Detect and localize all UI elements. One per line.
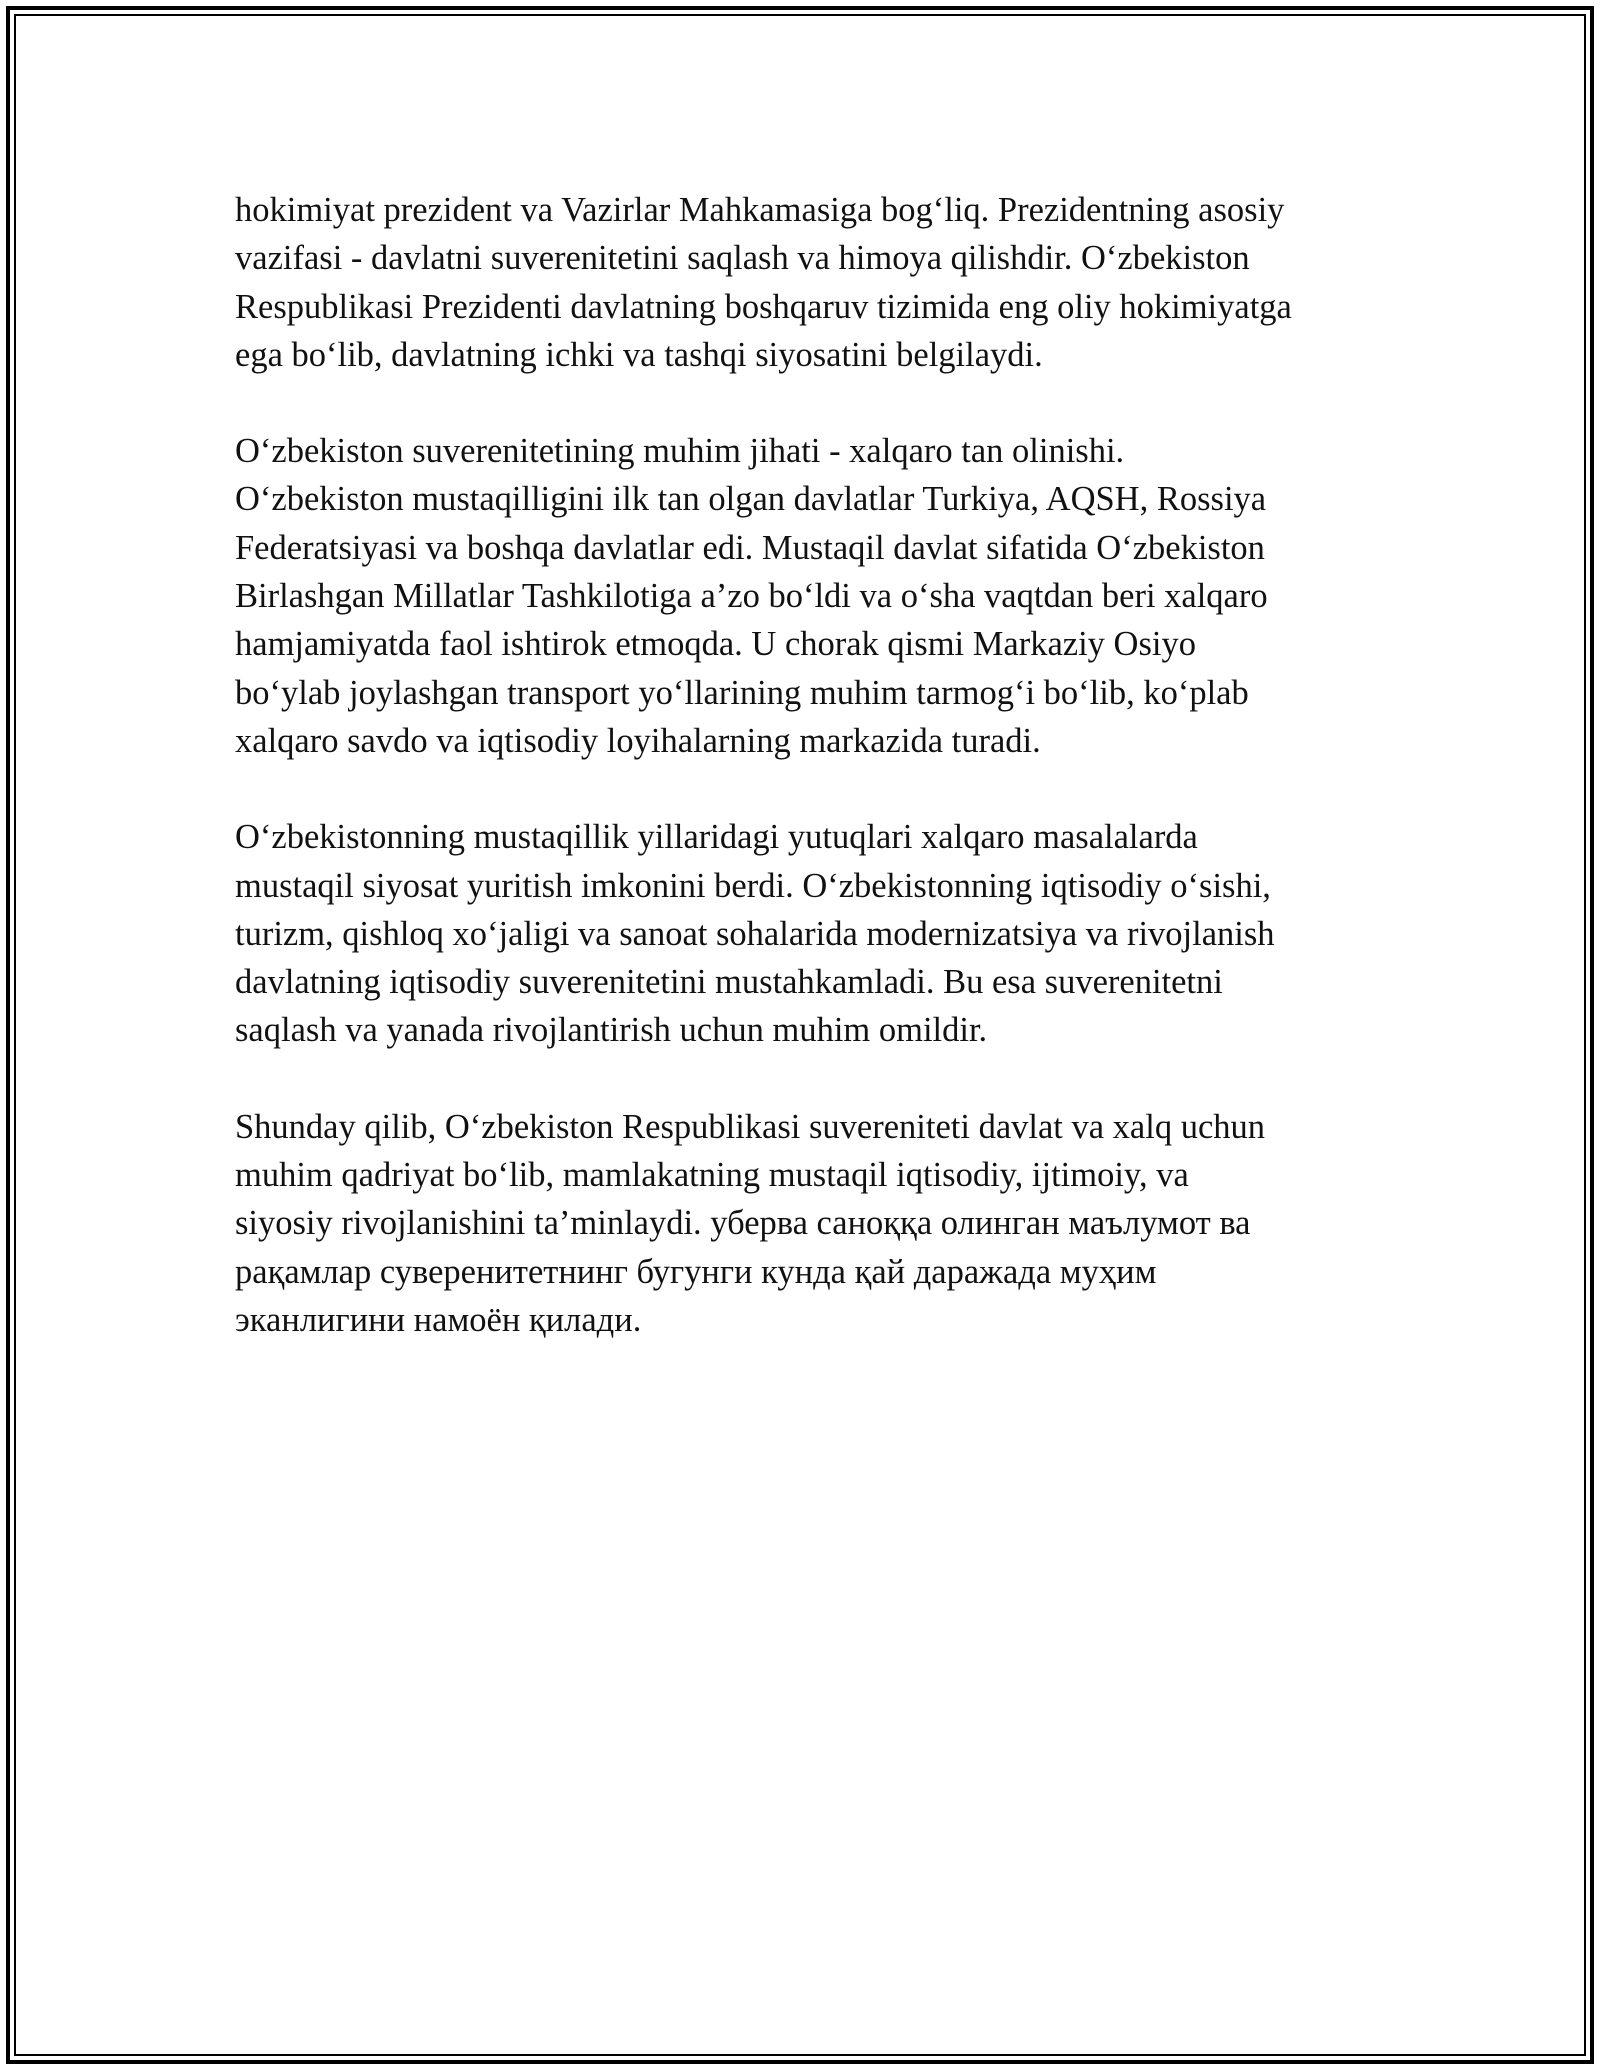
text-line: muhim qadriyat bo‘lib, mamlakatning mustaqil iqtisodiy, ijtimoiy, va: [235, 1156, 1189, 1195]
text-line: turizm, qishloq xo‘jaligi va sanoat sohalarida modernizatsiya va rivojlanish: [235, 914, 1275, 953]
text-line: ega bo‘lib, davlatning ichki va tashqi siyosatini belgilaydi.: [235, 335, 1043, 374]
text-line: рақамлар суверенитетнинг бугунги кунда қай даражада муҳим: [235, 1252, 1157, 1291]
text-line: Respublikasi Prezidenti davlatning boshqaruv tizimida eng oliy hokimiyatga: [235, 287, 1292, 326]
text-line: Shunday qilib, O‘zbekiston Respublikasi suvereniteti davlat va xalq uchun: [235, 1107, 1266, 1146]
text-line: siyosiy rivojlanishini ta’minlaydi. уберва саноққа олинган маълумот ва: [235, 1204, 1251, 1243]
text-line: O‘zbekistonning mustaqillik yillaridagi yutuqlari xalqaro masalalarda: [235, 818, 1198, 857]
text-line: hokimiyat prezident va Vazirlar Mahkamasiga bog‘liq. Prezidentning asosiy: [235, 191, 1285, 229]
text-line: Birlashgan Millatlar Tashkilotiga a’zo bo‘ldi va o‘sha vaqtdan beri xalqaro: [235, 577, 1268, 616]
text-line: davlatning iqtisodiy suverenitetini mustahkamladi. Bu esa suverenitetni: [235, 963, 1223, 1002]
text-line: hamjamiyatda faol ishtirok etmoqda. U chorak qismi Markaziy Osiyo: [235, 625, 1196, 664]
paragraph: [235, 427, 1375, 765]
text-line: эканлигини намоён қилади.: [235, 1300, 642, 1339]
paragraph: [235, 1103, 1375, 1344]
text-line: O‘zbekiston mustaqilligini ilk tan olgan davlatlar Turkiya, AQSH, Rossiya: [235, 480, 1267, 519]
text-line: bo‘ylab joylashgan transport yo‘llarining muhim tarmog‘i bo‘lib, ko‘plab: [235, 673, 1249, 712]
document-body: [235, 186, 1375, 1392]
text-line: xalqaro savdo va iqtisodiy loyihalarning markazida turadi.: [235, 721, 1041, 760]
text-line: mustaqil siyosat yuritish imkonini berdi. O‘zbekistonning iqtisodiy o‘sishi,: [235, 866, 1271, 905]
paragraph: [235, 813, 1375, 1054]
text-line: saqlash va yanada rivojlantirish uchun muhim omildir.: [235, 1011, 988, 1050]
paragraph: [235, 186, 1375, 379]
text-line: Federatsiyasi va boshqa davlatlar edi. Mustaqil davlat sifatida O‘zbekiston: [235, 528, 1265, 567]
text-line: O‘zbekiston suverenitetining muhim jihati - xalqaro tan olinishi.: [235, 432, 1125, 471]
text-line: vazifasi - davlatni suverenitetini saqlash va himoya qilishdir. O‘zbekiston: [235, 239, 1250, 278]
